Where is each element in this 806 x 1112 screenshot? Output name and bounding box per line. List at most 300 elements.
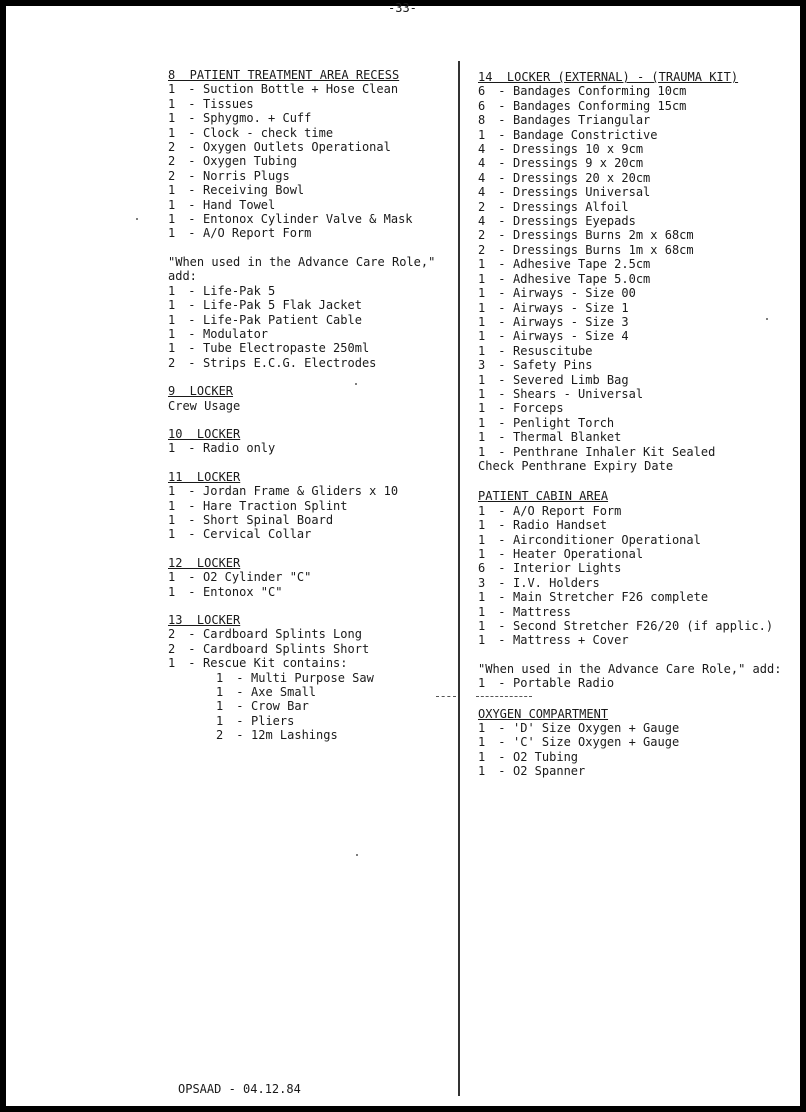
rescue-kit-item — [168, 728, 453, 742]
item-text: Resuscitube — [513, 343, 593, 358]
item-quantity: 1 — [216, 685, 224, 700]
item-text: O2 Tubing — [513, 749, 579, 764]
list-item — [478, 84, 798, 98]
list-item — [168, 513, 453, 527]
item-dash: - — [491, 372, 506, 387]
item-dash: - — [491, 721, 506, 736]
item-quantity: 1 — [168, 498, 176, 513]
item-dash: - — [229, 699, 244, 714]
list-item — [168, 484, 453, 498]
item-dash: - — [491, 503, 506, 518]
item-quantity: 4 — [478, 142, 486, 157]
item-quantity: 2 — [168, 627, 176, 642]
item-text: Adhesive Tape 2.5cm — [513, 257, 651, 272]
list-item — [478, 764, 798, 778]
item-dash: - — [181, 212, 196, 227]
item-dash: - — [491, 242, 506, 257]
section-heading: 10 LOCKER — [168, 426, 241, 441]
list-item — [478, 633, 798, 647]
list-item — [478, 113, 798, 127]
item-text: 'C' Size Oxygen + Gauge — [513, 735, 680, 750]
list-item — [478, 228, 798, 242]
list-item — [478, 171, 798, 185]
item-text: Shears - Universal — [513, 386, 644, 401]
item-quantity: 1 — [168, 484, 176, 499]
item-text: Suction Bottle + Hose Clean — [203, 82, 399, 97]
item-quantity: 1 — [478, 329, 486, 344]
list-item — [478, 373, 798, 387]
item-quantity: 1 — [168, 512, 176, 527]
penthrane-expiry-note: Check Penthrane Expiry Date — [478, 458, 674, 473]
item-dash: - — [491, 286, 506, 301]
item-quantity: 6 — [478, 84, 486, 99]
list-item — [478, 721, 798, 735]
list-item — [168, 642, 453, 656]
item-list — [168, 441, 453, 455]
list-item — [478, 518, 798, 532]
item-text: Entonox "C" — [203, 584, 283, 599]
rescue-kit-list — [168, 671, 453, 743]
section-14-trauma-kit — [478, 70, 798, 473]
list-item — [478, 200, 798, 214]
list-item — [168, 169, 453, 183]
item-text: Hare Traction Splint — [203, 498, 348, 513]
item-dash: - — [491, 430, 506, 445]
item-quantity: 3 — [478, 358, 486, 373]
section-heading: 14 LOCKER (EXTERNAL) - (TRAUMA KIT) — [478, 70, 739, 84]
item-list — [168, 484, 453, 542]
item-quantity: 2 — [478, 242, 486, 257]
item-dash: - — [491, 170, 506, 185]
item-text: O2 Cylinder "C" — [203, 570, 312, 585]
item-text: Clock - check time — [203, 125, 334, 140]
item-dash: - — [181, 484, 196, 499]
item-text: Safety Pins — [513, 358, 593, 373]
item-dash: - — [491, 547, 506, 561]
item-dash: - — [491, 735, 506, 750]
list-item — [168, 284, 453, 298]
item-text: Modulator — [203, 326, 269, 341]
list-item — [168, 97, 453, 111]
item-quantity: 2 — [216, 728, 224, 743]
scan-speck — [356, 854, 358, 856]
item-quantity: 1 — [478, 619, 486, 634]
list-item — [168, 341, 453, 355]
section-10-locker — [168, 427, 453, 456]
list-item — [478, 301, 798, 315]
list-item — [478, 243, 798, 257]
list-item — [478, 735, 798, 749]
list-item — [478, 185, 798, 199]
section-heading: PATIENT CABIN AREA — [478, 489, 609, 504]
list-item — [168, 226, 453, 240]
item-dash: - — [491, 764, 506, 779]
item-dash: - — [491, 228, 506, 243]
item-text: Life-Pak Patient Cable — [203, 312, 362, 327]
item-text: Sphygmo. + Cuff — [203, 111, 312, 126]
item-quantity: 1 — [478, 415, 486, 430]
item-text: Mattress — [513, 604, 571, 619]
item-text: A/O Report Form — [203, 226, 312, 241]
item-dash: - — [181, 527, 196, 542]
item-quantity: 3 — [478, 575, 486, 590]
list-item — [478, 605, 798, 619]
list-item — [478, 156, 798, 170]
item-quantity: 1 — [478, 271, 486, 286]
section-oxygen-compartment — [478, 707, 798, 779]
scan-dash-mark — [476, 696, 532, 697]
item-text: Radio only — [203, 441, 276, 456]
item-dash: - — [181, 298, 196, 313]
item-text: Mattress + Cover — [513, 633, 629, 648]
item-quantity: 1 — [478, 676, 486, 691]
list-item — [168, 126, 453, 140]
item-text: Airconditioner Operational — [513, 532, 701, 547]
item-quantity: 1 — [478, 590, 486, 605]
item-quantity: 2 — [478, 199, 486, 214]
item-dash: - — [491, 199, 506, 214]
item-text: Tissues — [203, 96, 254, 111]
item-quantity: 1 — [478, 503, 486, 518]
item-text: A/O Report Form — [513, 503, 622, 518]
list-item — [478, 401, 798, 415]
item-quantity: 1 — [478, 343, 486, 358]
item-dash: - — [491, 113, 506, 128]
list-item — [478, 416, 798, 430]
item-dash: - — [491, 561, 506, 576]
item-dash: - — [491, 271, 506, 286]
item-text: Dressings Alfoil — [513, 199, 629, 214]
list-item — [478, 128, 798, 142]
item-text: Life-Pak 5 — [203, 283, 276, 298]
column-divider — [458, 61, 460, 1096]
list-item — [478, 619, 798, 633]
item-quantity: 6 — [478, 561, 486, 576]
list-item — [478, 750, 798, 764]
item-text: Cardboard Splints Short — [203, 641, 370, 656]
item-dash: - — [181, 154, 196, 169]
item-dash: - — [491, 214, 506, 229]
item-quantity: 1 — [478, 401, 486, 416]
item-dash: - — [491, 619, 506, 634]
list-item — [168, 356, 453, 370]
item-quantity: 2 — [168, 355, 176, 370]
section-heading: 8 PATIENT TREATMENT AREA RECESS — [168, 68, 400, 82]
list-item — [478, 99, 798, 113]
item-dash: - — [491, 401, 506, 416]
item-quantity: 1 — [478, 633, 486, 648]
list-item — [478, 358, 798, 372]
item-text: Airways - Size 4 — [513, 329, 629, 344]
item-quantity: 1 — [168, 125, 176, 140]
left-column — [168, 68, 453, 757]
item-dash: - — [181, 125, 196, 140]
item-text: Second Stretcher F26/20 (if applic.) — [513, 619, 774, 634]
item-dash: - — [181, 326, 196, 341]
item-quantity: 4 — [478, 214, 486, 229]
section-patient-cabin-area — [478, 489, 798, 690]
section-11-locker — [168, 470, 453, 542]
item-text: Strips E.C.G. Electrodes — [203, 355, 377, 370]
item-list — [168, 284, 453, 370]
item-quantity: 1 — [168, 570, 176, 585]
document-footer: OPSAAD - 04.12.84 — [178, 1082, 301, 1096]
list-item — [168, 585, 453, 599]
item-dash: - — [491, 633, 506, 648]
item-text: Interior Lights — [513, 561, 622, 576]
item-text: Crow Bar — [251, 699, 309, 714]
list-item — [478, 576, 798, 590]
item-quantity: 1 — [478, 444, 486, 459]
item-list — [478, 721, 798, 779]
crew-usage-text: Crew Usage — [168, 398, 241, 413]
item-dash: - — [491, 604, 506, 619]
item-quantity: 1 — [478, 127, 486, 142]
section-13-locker — [168, 613, 453, 743]
item-quantity: 4 — [478, 185, 486, 200]
item-quantity: 4 — [478, 170, 486, 185]
item-text: Cardboard Splints Long — [203, 627, 362, 642]
item-list — [478, 84, 798, 459]
item-quantity: 1 — [168, 183, 176, 198]
item-quantity: 2 — [168, 154, 176, 169]
page-number: -33- — [388, 1, 417, 15]
list-item — [478, 344, 798, 358]
item-dash: - — [181, 498, 196, 513]
item-dash: - — [491, 314, 506, 329]
item-dash: - — [491, 676, 506, 691]
item-dash: - — [491, 532, 506, 547]
section-heading: OXYGEN COMPARTMENT — [478, 706, 609, 721]
list-item — [168, 198, 453, 212]
item-text: Dressings Universal — [513, 185, 651, 200]
item-quantity: 1 — [478, 749, 486, 764]
item-dash: - — [181, 111, 196, 126]
section-heading: 9 LOCKER — [168, 384, 234, 399]
item-quantity: 1 — [168, 212, 176, 227]
item-text: Oxygen Outlets Operational — [203, 140, 391, 155]
list-item — [168, 140, 453, 154]
item-quantity: 1 — [478, 532, 486, 547]
rescue-kit-item — [168, 714, 453, 728]
item-dash: - — [229, 713, 244, 728]
item-text: O2 Spanner — [513, 764, 586, 779]
item-text: Dressings 9 x 20cm — [513, 156, 644, 171]
section-8-patient-treatment-area — [168, 68, 453, 370]
right-column — [478, 70, 798, 795]
list-item — [478, 676, 798, 690]
item-dash: - — [491, 444, 506, 459]
list-item — [168, 570, 453, 584]
item-dash: - — [181, 197, 196, 212]
list-item — [478, 533, 798, 547]
item-quantity: 1 — [168, 326, 176, 341]
item-dash: - — [491, 185, 506, 200]
item-quantity: 1 — [478, 764, 486, 779]
item-text: Adhesive Tape 5.0cm — [513, 271, 651, 286]
item-dash: - — [181, 441, 196, 456]
item-text: Severed Limb Bag — [513, 372, 629, 387]
item-text: Heater Operational — [513, 547, 644, 561]
item-dash: - — [181, 656, 196, 671]
item-dash: - — [491, 415, 506, 430]
item-text: Multi Purpose Saw — [251, 670, 374, 685]
item-quantity: 1 — [168, 341, 176, 356]
rescue-kit-item — [168, 685, 453, 699]
section-9-locker — [168, 384, 453, 413]
item-quantity: 1 — [478, 386, 486, 401]
item-text: Hand Towel — [203, 197, 276, 212]
item-quantity: 1 — [216, 713, 224, 728]
advance-care-note-add: add: — [168, 269, 197, 284]
item-quantity: 1 — [168, 527, 176, 542]
item-quantity: 1 — [168, 584, 176, 599]
item-quantity: 2 — [168, 641, 176, 656]
item-text: Bandages Conforming 10cm — [513, 84, 687, 99]
item-text: 'D' Size Oxygen + Gauge — [513, 721, 680, 736]
list-item — [478, 329, 798, 343]
item-text: Pliers — [251, 713, 295, 728]
item-quantity: 1 — [478, 547, 486, 561]
item-dash: - — [181, 96, 196, 111]
item-quantity: 1 — [168, 656, 176, 671]
item-dash: - — [491, 98, 506, 113]
list-item — [168, 499, 453, 513]
item-list — [168, 627, 453, 670]
list-item — [478, 142, 798, 156]
item-dash: - — [181, 168, 196, 183]
item-dash: - — [181, 512, 196, 527]
item-dash: - — [181, 82, 196, 97]
item-text: Life-Pak 5 Flak Jacket — [203, 298, 362, 313]
item-dash: - — [491, 518, 506, 533]
item-dash: - — [181, 312, 196, 327]
item-text: Norris Plugs — [203, 168, 290, 183]
item-quantity: 1 — [168, 111, 176, 126]
item-dash: - — [181, 341, 196, 356]
item-text: I.V. Holders — [513, 575, 600, 590]
item-quantity: 1 — [168, 226, 176, 241]
section-heading: 12 LOCKER — [168, 555, 241, 570]
list-item — [168, 527, 453, 541]
item-dash: - — [181, 226, 196, 241]
item-text: Bandages Triangular — [513, 113, 651, 128]
item-quantity: 1 — [478, 721, 486, 736]
item-list — [478, 504, 798, 648]
item-dash: - — [181, 570, 196, 585]
list-item — [168, 298, 453, 312]
item-text: Axe Small — [251, 685, 317, 700]
list-item — [478, 214, 798, 228]
list-item — [478, 445, 798, 459]
item-text: Penthrane Inhaler Kit Sealed — [513, 444, 716, 459]
item-dash: - — [491, 84, 506, 99]
list-item — [168, 82, 453, 96]
item-quantity: 1 — [478, 372, 486, 387]
item-text: Entonox Cylinder Valve & Mask — [203, 212, 413, 227]
item-text: Penlight Torch — [513, 415, 615, 430]
item-text: Radio Handset — [513, 518, 607, 533]
item-text: Dressings Burns 1m x 68cm — [513, 242, 694, 257]
item-dash: - — [229, 685, 244, 700]
item-quantity: 6 — [478, 98, 486, 113]
item-quantity: 1 — [168, 82, 176, 97]
item-dash: - — [181, 584, 196, 599]
item-quantity: 1 — [168, 312, 176, 327]
scan-dash-mark — [436, 696, 456, 697]
section-heading: 13 LOCKER — [168, 613, 241, 627]
item-dash: - — [491, 386, 506, 401]
rescue-kit-item — [168, 671, 453, 685]
item-quantity: 1 — [478, 430, 486, 445]
item-dash: - — [491, 127, 506, 142]
list-item — [168, 441, 453, 455]
item-text: Receiving Bowl — [203, 183, 305, 198]
item-dash: - — [181, 641, 196, 656]
item-text: Bandage Constrictive — [513, 127, 658, 142]
list-item — [168, 313, 453, 327]
item-text: Dressings 10 x 9cm — [513, 142, 644, 157]
scan-speck — [136, 218, 138, 220]
item-dash: - — [491, 749, 506, 764]
item-quantity: 8 — [478, 113, 486, 128]
list-item — [168, 111, 453, 125]
list-item — [168, 656, 453, 670]
item-quantity: 1 — [168, 298, 176, 313]
item-text: Jordan Frame & Gliders x 10 — [203, 484, 399, 499]
list-item — [168, 183, 453, 197]
item-list — [168, 570, 453, 599]
list-item — [168, 627, 453, 641]
list-item — [168, 154, 453, 168]
item-text: Oxygen Tubing — [203, 154, 297, 169]
item-quantity: 4 — [478, 156, 486, 171]
item-list — [168, 82, 453, 240]
item-text: Dressings Eyepads — [513, 214, 636, 229]
item-dash: - — [491, 329, 506, 344]
list-item — [478, 272, 798, 286]
item-quantity: 1 — [478, 604, 486, 619]
item-dash: - — [181, 355, 196, 370]
item-dash: - — [229, 670, 244, 685]
item-dash: - — [491, 575, 506, 590]
item-dash: - — [181, 183, 196, 198]
list-item — [478, 561, 798, 575]
item-quantity: 1 — [168, 96, 176, 111]
item-text: Main Stretcher F26 complete — [513, 590, 709, 605]
item-quantity: 1 — [168, 441, 176, 456]
item-quantity: 1 — [478, 735, 486, 750]
item-dash: - — [181, 283, 196, 298]
scan-speck — [766, 318, 768, 320]
list-item — [478, 590, 798, 604]
item-dash: - — [181, 140, 196, 155]
scan-speck — [355, 383, 357, 385]
item-quantity: 1 — [168, 197, 176, 212]
item-dash: - — [181, 627, 196, 642]
item-text: Thermal Blanket — [513, 430, 622, 445]
item-list — [478, 676, 798, 690]
item-dash: - — [491, 300, 506, 315]
list-item — [478, 504, 798, 518]
item-text: Bandages Conforming 15cm — [513, 98, 687, 113]
advance-care-note: "When used in the Advance Care Role," — [168, 254, 436, 269]
list-item — [168, 327, 453, 341]
item-quantity: 2 — [168, 168, 176, 183]
item-text: Rescue Kit contains: — [203, 656, 348, 671]
item-dash: - — [491, 358, 506, 373]
item-text: 12m Lashings — [251, 728, 338, 743]
